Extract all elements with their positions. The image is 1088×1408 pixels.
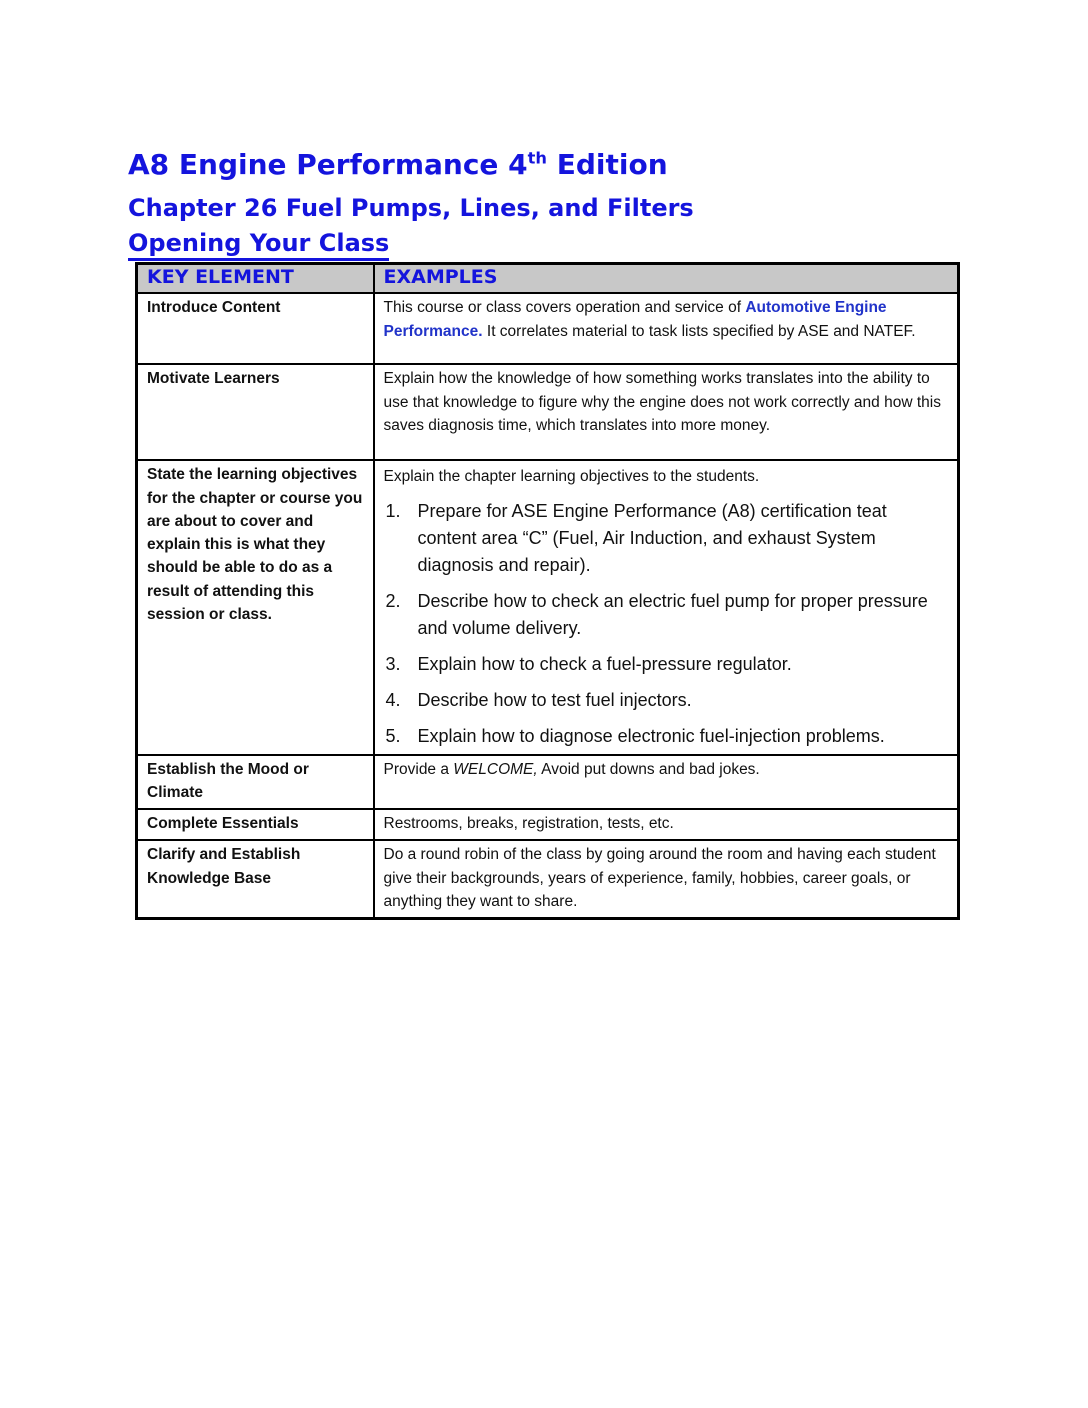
key-element-table [135,262,960,920]
table-header-row [137,263,959,293]
document-title [128,148,1088,182]
col-header-key-element: KEY ELEMENT [137,263,374,293]
section-heading [128,230,1088,261]
objective-number: 1. [385,500,401,521]
objective-item [384,498,950,579]
example-text-segment: This course or class covers operation and service of [383,299,746,317]
key-state-learning-objectives: State the learning objectives for the chapter or course you are about to cover and explain this is what they should be able to do as a result of attending this session or class. [137,460,374,754]
objective-item [384,687,950,714]
objective-text: Describe how to test fuel injectors. [417,689,692,710]
table-row [137,293,959,364]
example-motivate-learners: Explain how the knowledge of how something works translates into the ability to use that knowledge to figure why the engine does not work correctly and how this saves diagnosis time, which translates into more money. [374,364,959,460]
example-introduce-content [374,293,959,364]
table-row [137,460,959,754]
table-row [137,755,959,810]
document-title-text: A8 Engine Performance 4 [128,148,528,181]
example-text-segment: Provide a [383,760,454,778]
objective-text: Explain how to diagnose electronic fuel-injection problems. [417,725,885,746]
objectives-intro: Explain the chapter learning objectives to the students. [383,468,760,486]
objective-item [384,588,950,642]
chapter-heading: Chapter 26 Fuel Pumps, Lines, and Filters [128,193,694,222]
document-title-suffix: Edition [546,148,668,181]
example-complete-essentials: Restrooms, breaks, registration, tests, etc. [374,809,959,840]
example-highlight-segment: Automotive Engine Performance. [383,299,887,340]
objective-number: 5. [385,725,401,746]
objective-number: 2. [385,590,401,611]
objective-item [384,651,950,678]
table-row [137,840,959,918]
key-clarify-knowledge-base: Clarify and Establish Knowledge Base [137,840,374,918]
objective-text: Prepare for ASE Engine Performance (A8) certification teat content area “C” (Fuel, Air Induction, and exhaust System diagnosis and repair). [417,500,887,575]
table-row [137,364,959,460]
example-learning-objectives [374,460,959,754]
objective-text: Describe how to check an electric fuel pump for proper pressure and volume delivery. [417,590,928,638]
objective-text: Explain how to check a fuel-pressure regulator. [417,653,792,674]
table-row [137,809,959,840]
key-complete-essentials: Complete Essentials [137,809,374,840]
example-text-segment: It correlates material to task lists specified by ASE and NATEF. [482,322,916,340]
example-text-segment: Avoid put downs and bad jokes. [537,760,760,778]
key-motivate-learners: Motivate Learners [137,364,374,460]
document-title-superscript: th [527,148,547,168]
objective-number: 3. [385,653,401,674]
key-introduce-content: Introduce Content [137,293,374,364]
example-clarify-knowledge-base: Do a round robin of the class by going around the room and having each student give their backgrounds, years of experience, family, hobbies, career goals, or anything they want to share. [374,840,959,918]
section-heading-text: Opening Your Class [128,230,389,261]
key-establish-mood: Establish the Mood or Climate [137,755,374,810]
col-header-examples: EXAMPLES [374,263,959,293]
example-establish-mood [374,755,959,810]
example-italic-segment: WELCOME, [453,760,538,778]
objective-number: 4. [385,689,401,710]
objective-item [384,723,950,750]
